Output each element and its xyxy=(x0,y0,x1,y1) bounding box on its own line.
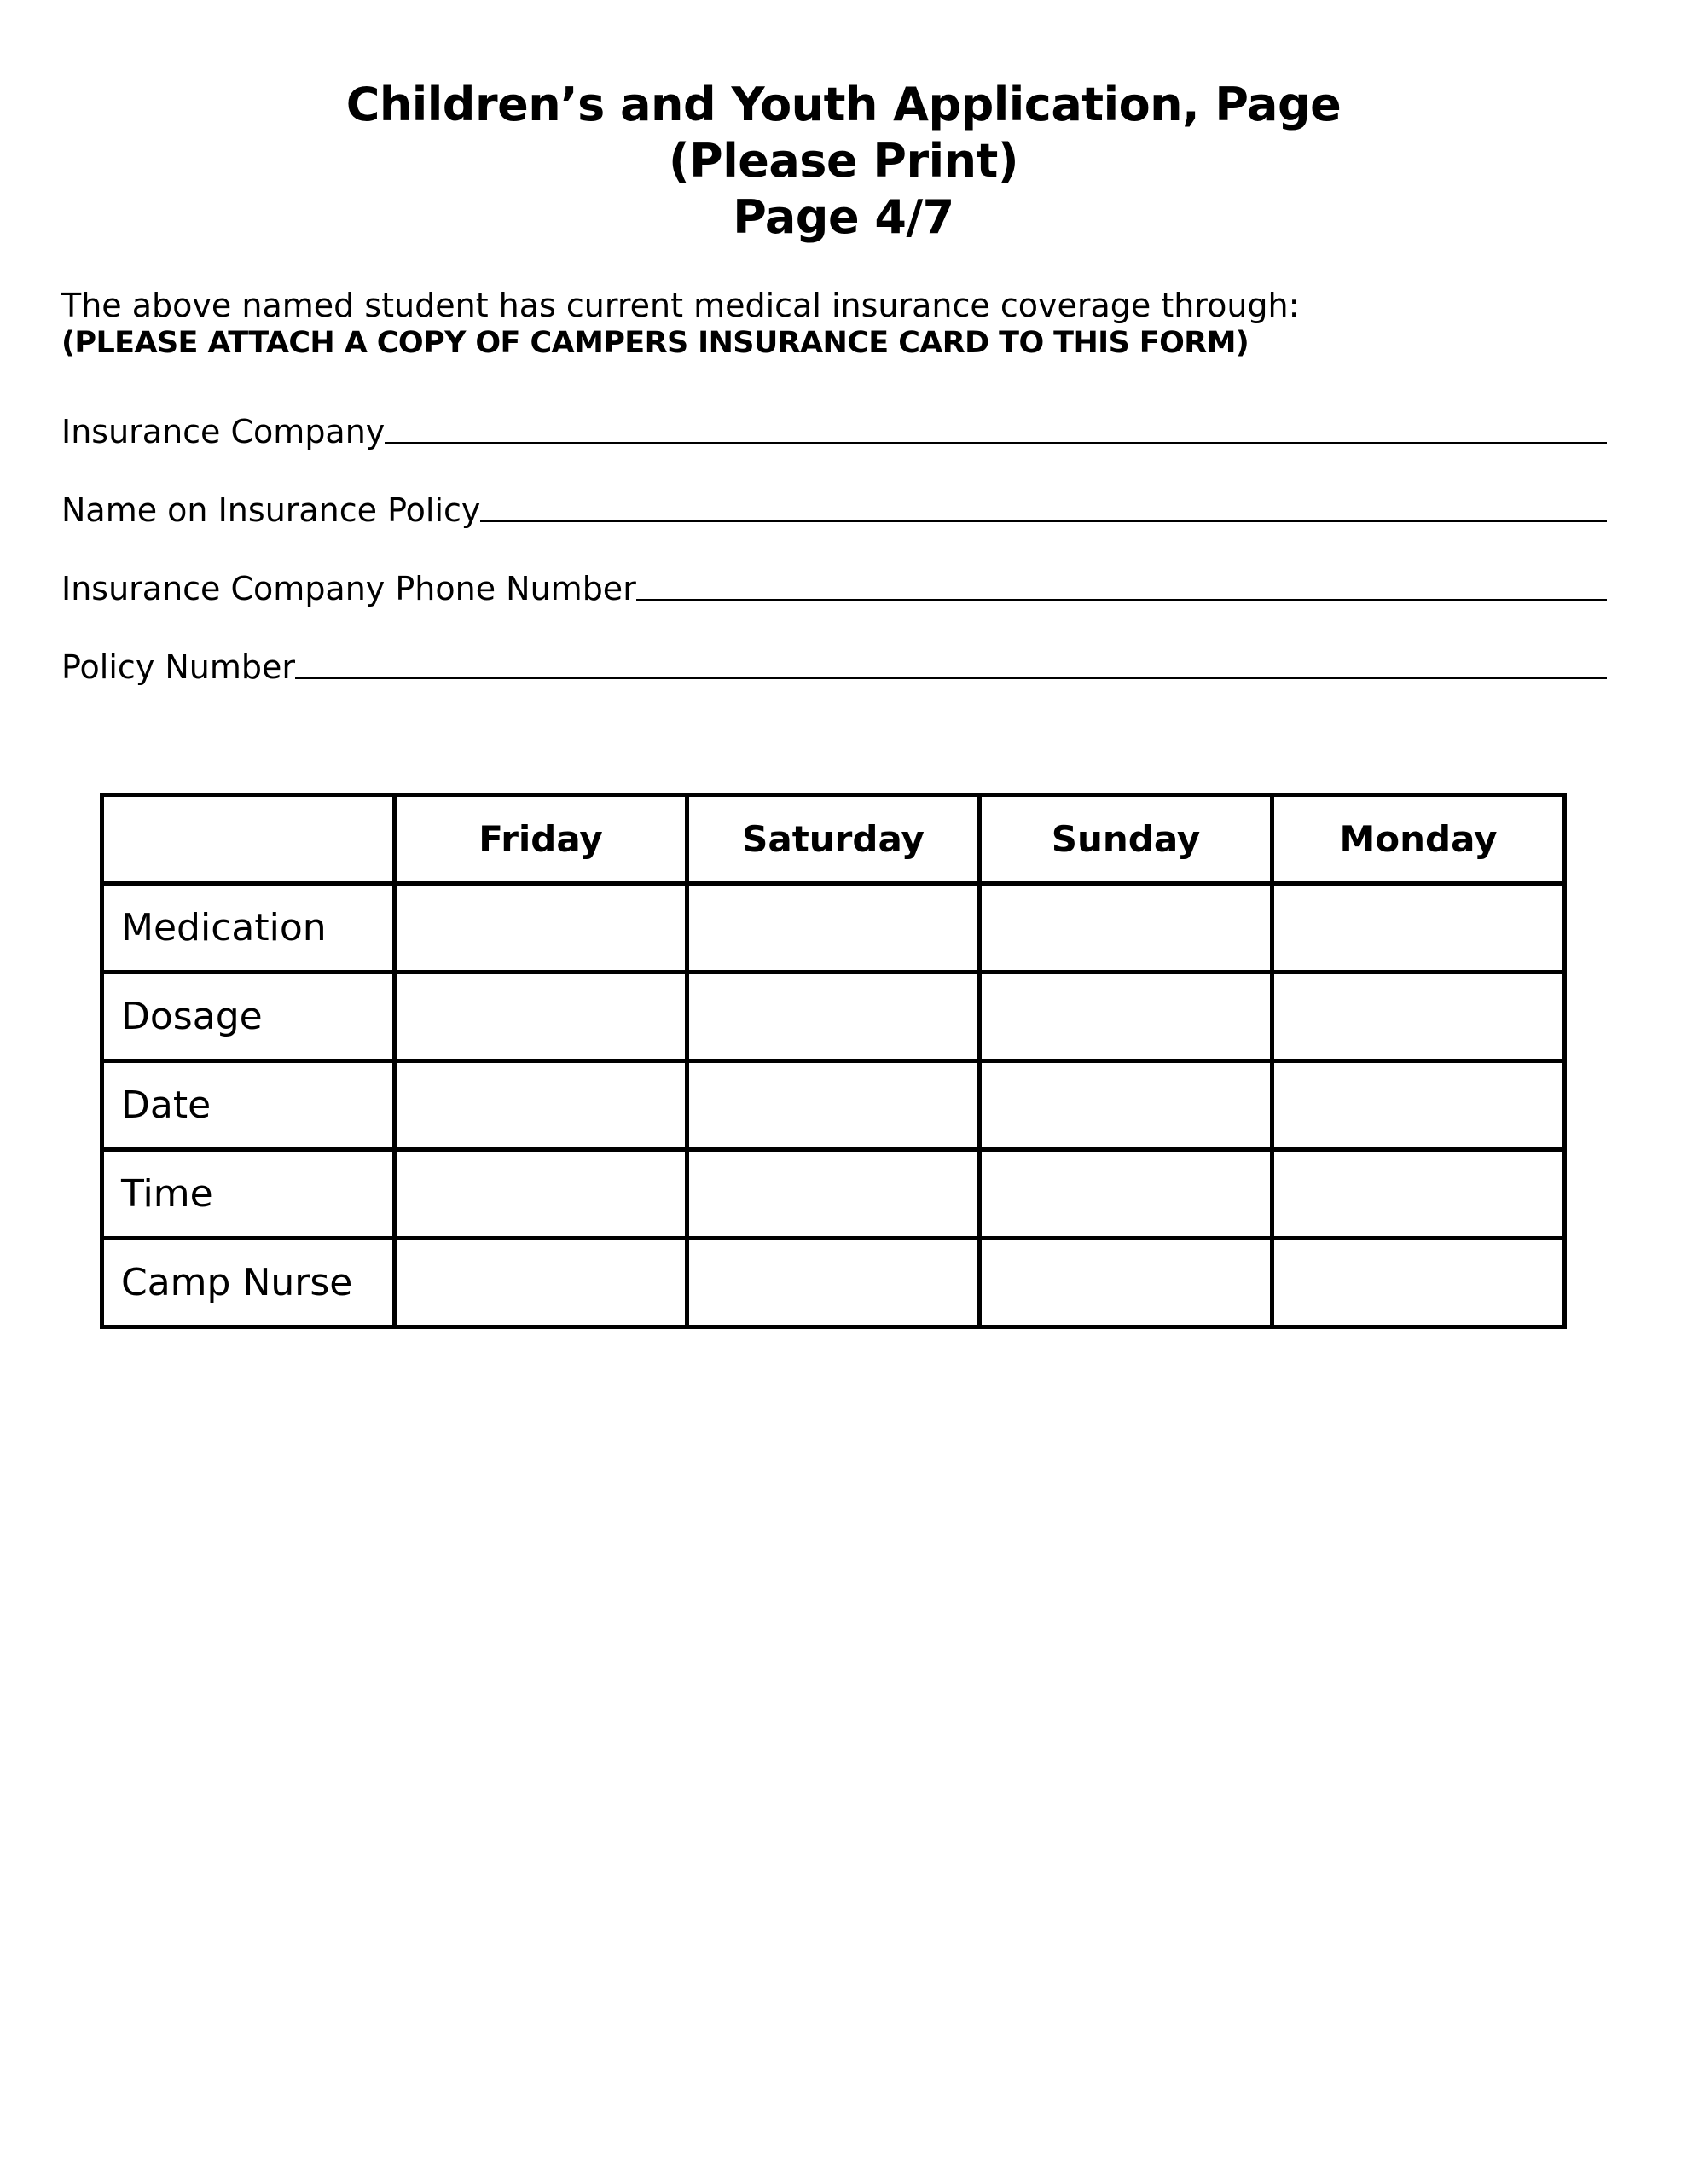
table-row xyxy=(102,1239,1565,1327)
dosage-monday-cell[interactable] xyxy=(1272,973,1565,1061)
time-monday-cell[interactable] xyxy=(1272,1150,1565,1239)
medication-table xyxy=(100,793,1567,1329)
field-insurance-phone xyxy=(61,560,1607,607)
table-row xyxy=(102,1150,1565,1239)
table-header-row xyxy=(102,795,1565,884)
title-line-1: Children’s and Youth Application, Page xyxy=(345,78,1342,131)
insurance-intro xyxy=(61,287,1614,362)
time-sunday-cell[interactable] xyxy=(980,1150,1272,1239)
field-insurance-company xyxy=(61,403,1607,450)
table-row xyxy=(102,1061,1565,1150)
camp-nurse-sunday-cell[interactable] xyxy=(980,1239,1272,1327)
title-line-3: Page 4/7 xyxy=(733,190,954,244)
dosage-friday-cell[interactable] xyxy=(395,973,687,1061)
row-label-medication: Medication xyxy=(102,884,395,973)
table-row xyxy=(102,973,1565,1061)
page-title xyxy=(0,77,1687,246)
table-row xyxy=(102,884,1565,973)
title-line-2: (Please Print) xyxy=(668,134,1019,188)
camp-nurse-saturday-cell[interactable] xyxy=(687,1239,980,1327)
field-label: Insurance Company xyxy=(61,413,386,450)
field-label: Policy Number xyxy=(61,648,296,686)
insurance-fields xyxy=(61,403,1607,717)
medication-saturday-cell[interactable] xyxy=(687,884,980,973)
date-monday-cell[interactable] xyxy=(1272,1061,1565,1150)
row-label-dosage: Dosage xyxy=(102,973,395,1061)
column-header-friday: Friday xyxy=(395,795,687,884)
date-sunday-cell[interactable] xyxy=(980,1061,1272,1150)
column-header-saturday: Saturday xyxy=(687,795,980,884)
camp-nurse-friday-cell[interactable] xyxy=(395,1239,687,1327)
time-saturday-cell[interactable] xyxy=(687,1150,980,1239)
name-on-policy-input[interactable] xyxy=(480,520,1607,522)
row-label-camp-nurse: Camp Nurse xyxy=(102,1239,395,1327)
medication-friday-cell[interactable] xyxy=(395,884,687,973)
insurance-phone-input[interactable] xyxy=(636,598,1607,601)
intro-text: The above named student has current medical insurance coverage through: xyxy=(61,287,1300,324)
table-corner-cell xyxy=(102,795,395,884)
dosage-sunday-cell[interactable] xyxy=(980,973,1272,1061)
column-header-sunday: Sunday xyxy=(980,795,1272,884)
medication-sunday-cell[interactable] xyxy=(980,884,1272,973)
field-policy-number xyxy=(61,638,1607,686)
date-friday-cell[interactable] xyxy=(395,1061,687,1150)
dosage-saturday-cell[interactable] xyxy=(687,973,980,1061)
insurance-company-input[interactable] xyxy=(385,441,1607,444)
time-friday-cell[interactable] xyxy=(395,1150,687,1239)
field-name-on-policy xyxy=(61,481,1607,529)
medication-monday-cell[interactable] xyxy=(1272,884,1565,973)
row-label-time: Time xyxy=(102,1150,395,1239)
intro-note: (PLEASE ATTACH A COPY OF CAMPERS INSURANCE CARD TO THIS FORM) xyxy=(61,326,1249,360)
field-label: Insurance Company Phone Number xyxy=(61,570,636,607)
policy-number-input[interactable] xyxy=(295,677,1607,679)
date-saturday-cell[interactable] xyxy=(687,1061,980,1150)
field-label: Name on Insurance Policy xyxy=(61,491,481,529)
row-label-date: Date xyxy=(102,1061,395,1150)
column-header-monday: Monday xyxy=(1272,795,1565,884)
camp-nurse-monday-cell[interactable] xyxy=(1272,1239,1565,1327)
